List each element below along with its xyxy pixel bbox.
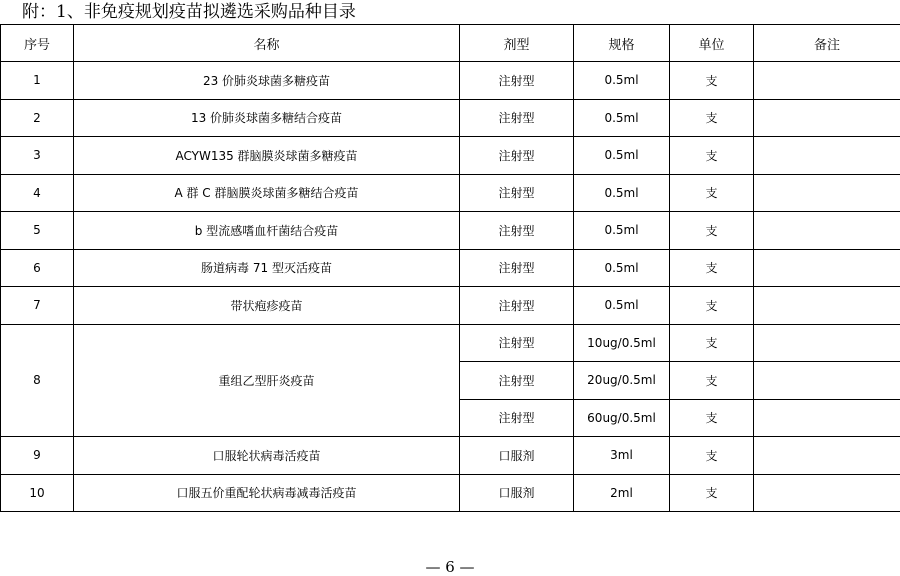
cell-spec: 0.5ml	[574, 137, 670, 175]
cell-form: 注射型	[460, 137, 574, 175]
cell-name: 口服五价重配轮状病毒减毒活疫苗	[74, 474, 460, 512]
cell-seq: 1	[1, 62, 74, 100]
cell-spec: 0.5ml	[574, 287, 670, 325]
cell-spec: 0.5ml	[574, 212, 670, 250]
header-spec: 规格	[574, 25, 670, 62]
cell-seq: 6	[1, 249, 74, 287]
cell-form: 注射型	[460, 324, 574, 362]
cell-seq: 4	[1, 174, 74, 212]
cell-note	[754, 99, 900, 137]
cell-spec: 20ug/0.5ml	[574, 362, 670, 400]
cell-unit: 支	[670, 137, 754, 175]
cell-form: 注射型	[460, 62, 574, 100]
cell-unit: 支	[670, 399, 754, 437]
cell-name: ACYW135 群脑膜炎球菌多糖疫苗	[74, 137, 460, 175]
cell-form: 注射型	[460, 287, 574, 325]
cell-note	[754, 212, 900, 250]
cell-name: 肠道病毒 71 型灭活疫苗	[74, 249, 460, 287]
cell-note	[754, 437, 900, 475]
table-row	[1, 324, 900, 362]
cell-name: 带状疱疹疫苗	[74, 287, 460, 325]
table-row	[1, 99, 900, 137]
cell-name: b 型流感嗜血杆菌结合疫苗	[74, 212, 460, 250]
cell-note	[754, 137, 900, 175]
header-seq: 序号	[1, 25, 74, 62]
cell-unit: 支	[670, 362, 754, 400]
cell-name: A 群 C 群脑膜炎球菌多糖结合疫苗	[74, 174, 460, 212]
cell-form: 注射型	[460, 399, 574, 437]
table-header-row	[1, 25, 900, 62]
table-row	[1, 474, 900, 512]
cell-unit: 支	[670, 249, 754, 287]
cell-note	[754, 287, 900, 325]
cell-name: 13 价肺炎球菌多糖结合疫苗	[74, 99, 460, 137]
table-row	[1, 437, 900, 475]
header-unit: 单位	[670, 25, 754, 62]
cell-spec: 0.5ml	[574, 99, 670, 137]
page-number: — 6 —	[425, 558, 475, 576]
cell-unit: 支	[670, 174, 754, 212]
cell-unit: 支	[670, 437, 754, 475]
cell-seq: 10	[1, 474, 74, 512]
cell-form: 注射型	[460, 249, 574, 287]
cell-form: 注射型	[460, 174, 574, 212]
cell-note	[754, 249, 900, 287]
table-row	[1, 62, 900, 100]
cell-unit: 支	[670, 324, 754, 362]
cell-spec: 0.5ml	[574, 249, 670, 287]
cell-spec: 0.5ml	[574, 174, 670, 212]
cell-name: 重组乙型肝炎疫苗	[74, 324, 460, 437]
cell-note	[754, 62, 900, 100]
cell-form: 注射型	[460, 362, 574, 400]
cell-note	[754, 399, 900, 437]
table-row	[1, 212, 900, 250]
cell-name: 口服轮状病毒活疫苗	[74, 437, 460, 475]
cell-note	[754, 324, 900, 362]
cell-seq: 9	[1, 437, 74, 475]
cell-spec: 2ml	[574, 474, 670, 512]
cell-spec: 0.5ml	[574, 62, 670, 100]
cell-form: 口服剂	[460, 474, 574, 512]
table-row	[1, 137, 900, 175]
cell-unit: 支	[670, 474, 754, 512]
cell-spec: 10ug/0.5ml	[574, 324, 670, 362]
table-row	[1, 249, 900, 287]
cell-note	[754, 474, 900, 512]
cell-seq: 2	[1, 99, 74, 137]
table-row	[1, 174, 900, 212]
cell-form: 注射型	[460, 99, 574, 137]
cell-spec: 3ml	[574, 437, 670, 475]
table-row	[1, 287, 900, 325]
cell-note	[754, 362, 900, 400]
cell-form: 口服剂	[460, 437, 574, 475]
cell-note	[754, 174, 900, 212]
cell-form: 注射型	[460, 212, 574, 250]
vaccine-catalog-table	[0, 24, 900, 512]
cell-unit: 支	[670, 99, 754, 137]
header-form: 剂型	[460, 25, 574, 62]
cell-unit: 支	[670, 212, 754, 250]
cell-unit: 支	[670, 62, 754, 100]
cell-seq: 8	[1, 324, 74, 437]
cell-seq: 7	[1, 287, 74, 325]
cell-seq: 5	[1, 212, 74, 250]
cell-name: 23 价肺炎球菌多糖疫苗	[74, 62, 460, 100]
header-note: 备注	[754, 25, 900, 62]
table-body	[1, 62, 900, 512]
cell-seq: 3	[1, 137, 74, 175]
header-name: 名称	[74, 25, 460, 62]
cell-unit: 支	[670, 287, 754, 325]
cell-spec: 60ug/0.5ml	[574, 399, 670, 437]
document-title: 附：1、非免疫规划疫苗拟遴选采购品种目录	[22, 2, 356, 22]
